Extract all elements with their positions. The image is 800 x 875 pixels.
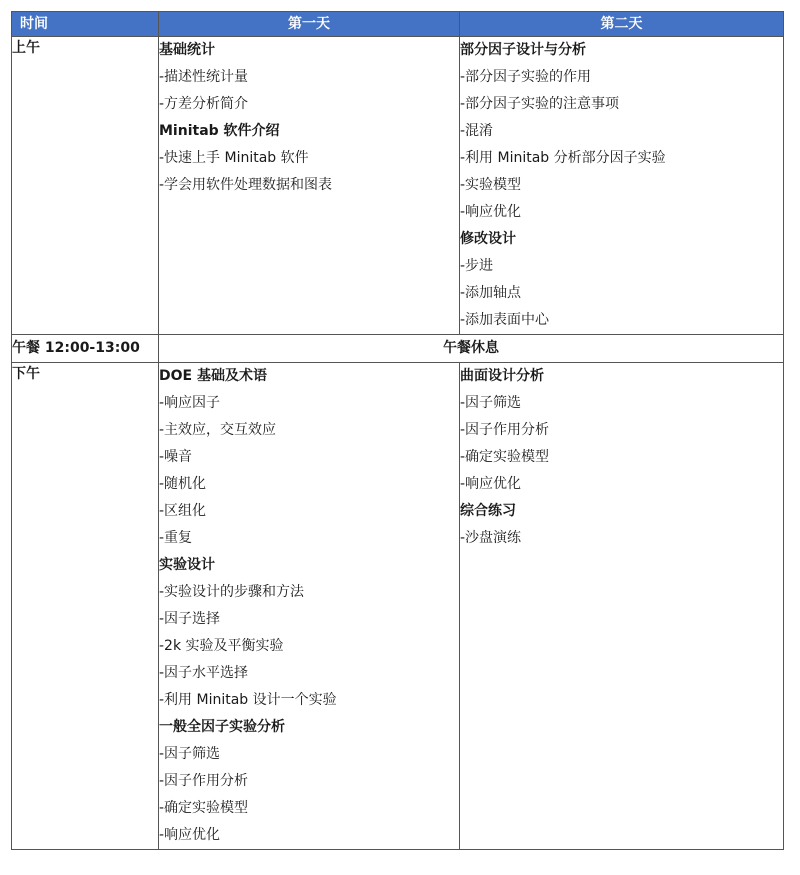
- list-item: -步进: [460, 258, 494, 274]
- lunch-row: [12, 335, 784, 363]
- list-item: -响应优化: [460, 476, 522, 492]
- section-heading: 部分因子设计与分析: [460, 42, 586, 58]
- list-item: -实验设计的步骤和方法: [159, 584, 305, 600]
- list-item: -响应优化: [159, 827, 221, 843]
- list-item: -确定实验模型: [159, 800, 249, 816]
- list-item: -因子筛选: [460, 395, 522, 411]
- afternoon-day1-cell: [159, 363, 460, 850]
- list-item: -主效应，交互效应: [159, 422, 277, 438]
- list-item: -部分因子实验的作用: [460, 69, 592, 85]
- list-item: -响应优化: [460, 204, 522, 220]
- list-item: -响应因子: [159, 395, 221, 411]
- list-item: -方差分析简介: [159, 96, 249, 112]
- section-heading: 基础统计: [159, 42, 215, 58]
- list-item: -学会用软件处理数据和图表: [159, 177, 333, 193]
- section-heading: 综合练习: [460, 503, 516, 519]
- list-item: -利用 Minitab 设计一个实验: [159, 692, 337, 708]
- header-time: 时间: [12, 12, 159, 37]
- lunch-time: 午餐 12:00-13:00: [12, 335, 159, 363]
- list-item: -沙盘演练: [460, 530, 522, 546]
- morning-day2-cell: [460, 37, 784, 335]
- list-item: -描述性统计量: [159, 69, 249, 85]
- morning-day1-cell: [159, 37, 460, 335]
- header-row: [12, 12, 784, 37]
- list-item: -利用 Minitab 分析部分因子实验: [460, 150, 666, 166]
- header-day2: 第二天: [460, 12, 784, 37]
- list-item: -快速上手 Minitab 软件: [159, 150, 309, 166]
- list-item: -因子水平选择: [159, 665, 249, 681]
- section-heading: 修改设计: [460, 231, 516, 247]
- list-item: -实验模型: [460, 177, 522, 193]
- section-heading: 实验设计: [159, 557, 215, 573]
- list-item: -混淆: [460, 123, 494, 139]
- header-day1: 第一天: [159, 12, 460, 37]
- afternoon-day2-cell: [460, 363, 784, 850]
- list-item: -因子筛选: [159, 746, 221, 762]
- list-item: -重复: [159, 530, 193, 546]
- list-item: -2k 实验及平衡实验: [159, 638, 284, 654]
- morning-label: 上午: [12, 37, 159, 335]
- section-heading: 曲面设计分析: [460, 368, 544, 384]
- list-item: -区组化: [159, 503, 207, 519]
- list-item: -因子作用分析: [159, 773, 249, 789]
- list-item: -随机化: [159, 476, 207, 492]
- lunch-label: 午餐休息: [159, 335, 784, 363]
- list-item: -部分因子实验的注意事项: [460, 96, 620, 112]
- section-heading: Minitab 软件介绍: [159, 123, 280, 139]
- afternoon-row: [12, 363, 784, 850]
- list-item: -确定实验模型: [460, 449, 550, 465]
- afternoon-label: 下午: [12, 363, 159, 850]
- section-heading: 一般全因子实验分析: [159, 719, 285, 735]
- morning-row: [12, 37, 784, 335]
- list-item: -噪音: [159, 449, 193, 465]
- list-item: -因子选择: [159, 611, 221, 627]
- schedule-table: [11, 11, 784, 850]
- list-item: -添加轴点: [460, 285, 522, 301]
- list-item: -因子作用分析: [460, 422, 550, 438]
- list-item: -添加表面中心: [460, 312, 550, 328]
- section-heading: DOE 基础及术语: [159, 368, 267, 384]
